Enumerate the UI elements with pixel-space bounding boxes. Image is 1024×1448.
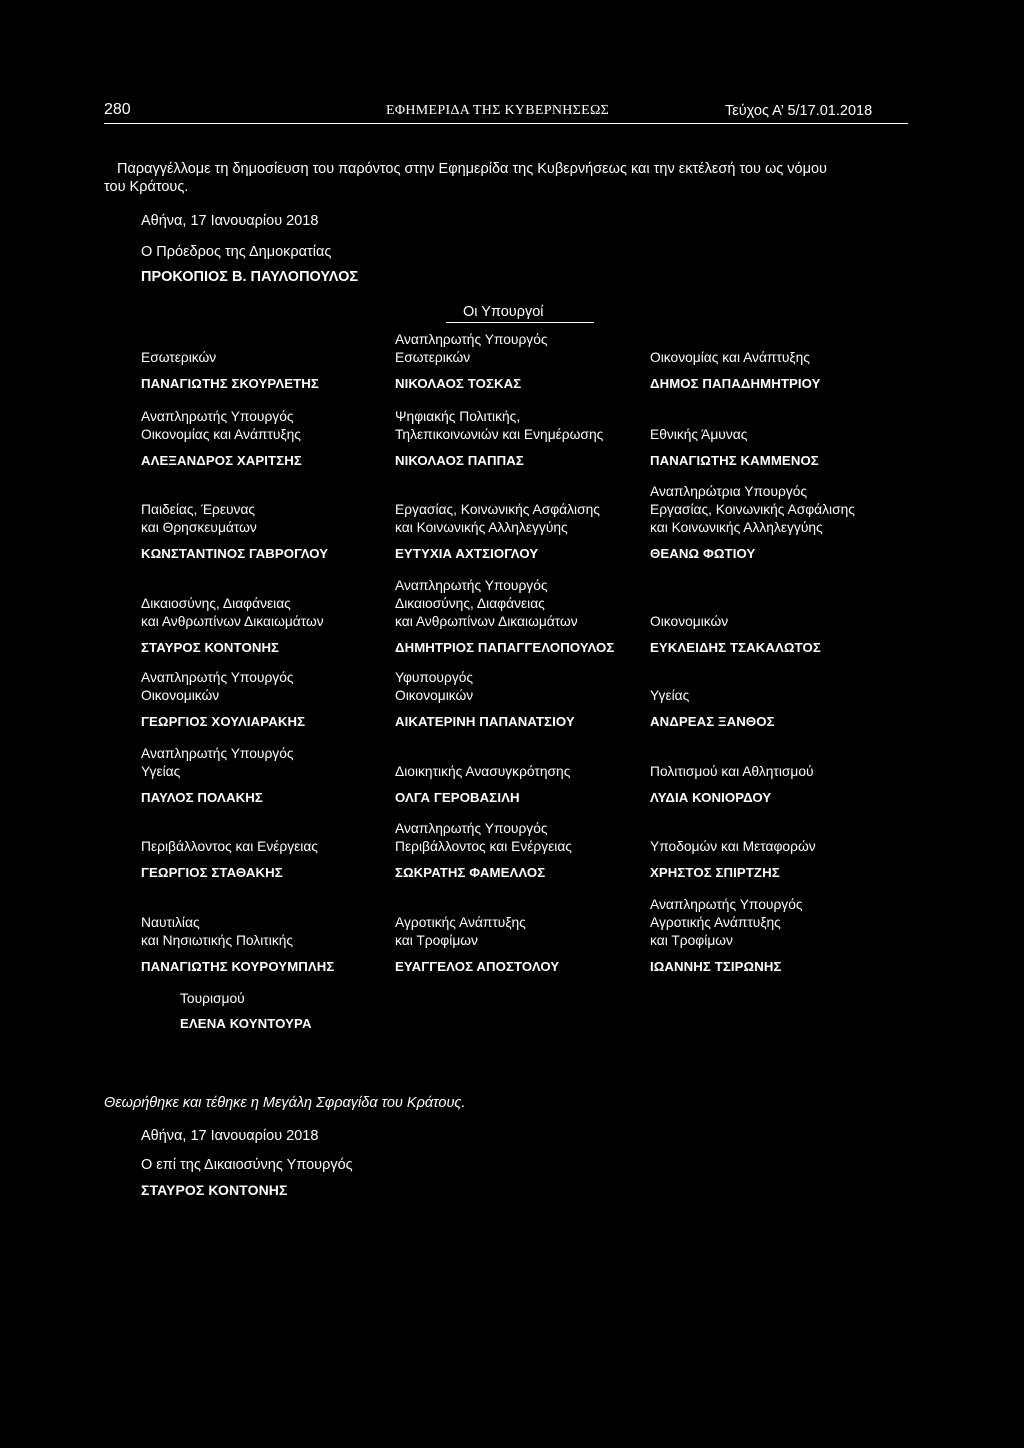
- signature-name: ΓΕΩΡΓΙΟΣ ΧΟΥΛΙΑΡΑΚΗΣ: [141, 714, 306, 729]
- signature-org-line: Οικονομίας και Ανάπτυξης: [141, 427, 301, 442]
- signature-org-line: Αγροτικής Ανάπτυξης: [395, 915, 526, 930]
- signature-name: ΓΕΩΡΓΙΟΣ ΣΤΑΘΑΚΗΣ: [141, 865, 283, 880]
- signature-org-line: Υποδομών και Μεταφορών: [650, 839, 816, 854]
- signature-org-line: και Κοινωνικής Αλληλεγγύης: [650, 520, 823, 535]
- signature-org: [395, 331, 548, 367]
- signature-org-line: Εσωτερικών: [395, 350, 471, 365]
- signature-org-line: [650, 595, 728, 613]
- signature-org-line: [141, 577, 324, 595]
- signature-org: [141, 896, 293, 950]
- signature-name: ΠΑΝΑΓΙΩΤΗΣ ΚΟΥΡΟΥΜΠΛΗΣ: [141, 959, 335, 974]
- ministers-heading: Οι Υπουργοί: [463, 304, 544, 320]
- signature-name: ΕΛΕΝΑ ΚΟΥΝΤΟΥΡΑ: [180, 1016, 312, 1031]
- signature-name: ΟΛΓΑ ΓΕΡΟΒΑΣΙΛΗ: [395, 790, 520, 805]
- signature-name: ΑΛΕΞΑΝΔΡΟΣ ΧΑΡΙΤΣΗΣ: [141, 453, 302, 468]
- signature-org: [395, 820, 572, 856]
- signature-org-line: [141, 820, 318, 838]
- signature-org-line: Υγείας: [141, 764, 181, 779]
- ministers-heading-underline: [446, 322, 594, 323]
- signature-org: [141, 820, 318, 856]
- signature-org-line: Τηλεπικοινωνιών και Ενημέρωσης: [395, 427, 604, 442]
- signature-org: [395, 483, 600, 537]
- signature-name: ΑΙΚΑΤΕΡΙΝΗ ΠΑΠΑΝΑΤΣΙΟΥ: [395, 714, 575, 729]
- signature-org: [650, 577, 728, 631]
- signature-org: [395, 669, 473, 705]
- signature-name: ΠΑΝΑΓΙΩΤΗΣ ΣΚΟΥΡΛΕΤΗΣ: [141, 376, 319, 391]
- signature-name: ΠΑΥΛΟΣ ΠΟΛΑΚΗΣ: [141, 790, 263, 805]
- signature-org: [141, 483, 257, 537]
- signature-org-line: Αναπληρωτής Υπουργός: [141, 409, 294, 424]
- signature-org-line: [650, 669, 689, 687]
- signature-org: [395, 745, 570, 781]
- issue-number: Τεύχος Α’ 5/17.01.2018: [725, 103, 873, 119]
- signature-org: [141, 669, 294, 705]
- signature-name: ΝΙΚΟΛΑΟΣ ΠΑΠΠΑΣ: [395, 453, 524, 468]
- signature-org-line: Οικονομικών: [395, 688, 474, 703]
- signature-org: [650, 669, 689, 705]
- signature-org: [650, 820, 816, 856]
- signature-name: ΛΥΔΙΑ ΚΟΝΙΟΡΔΟΥ: [650, 790, 772, 805]
- signature-org-line: και Ανθρωπίνων Δικαιωμάτων: [141, 614, 324, 629]
- signature-org-line: [650, 331, 810, 349]
- signature-name: ΝΙΚΟΛΑΟΣ ΤΟΣΚΑΣ: [395, 376, 522, 391]
- signature-org-line: και Θρησκευμάτων: [141, 520, 257, 535]
- signature-name: ΔΗΜΟΣ ΠΑΠΑΔΗΜΗΤΡΙΟΥ: [650, 376, 821, 391]
- signature-org-line: Εργασίας, Κοινωνικής Ασφάλισης: [395, 502, 600, 517]
- signature-org-line: [395, 896, 526, 914]
- signature-org-line: [141, 896, 293, 914]
- signature-org-line: Πολιτισμού και Αθλητισμού: [650, 764, 814, 779]
- signature-org-line: [141, 483, 257, 501]
- signature-org-line: Περιβάλλοντος και Ενέργειας: [141, 839, 318, 854]
- signature-org-line: Αναπληρωτής Υπουργός: [141, 670, 294, 685]
- signature-name: ΘΕΑΝΩ ΦΩΤΙΟΥ: [650, 546, 756, 561]
- signature-org-line: Δικαιοσύνης, Διαφάνειας: [141, 596, 291, 611]
- signature-org: [141, 745, 294, 781]
- president-place-date: Αθήνα, 17 Ιανουαρίου 2018: [141, 213, 319, 229]
- signature-name: ΣΤΑΥΡΟΣ ΚΟΝΤΟΝΗΣ: [141, 640, 280, 655]
- signature-org-line: Αγροτικής Ανάπτυξης: [650, 915, 781, 930]
- signature-org-line: και Νησιωτικής Πολιτικής: [141, 933, 294, 948]
- signature-org-line: Αναπληρωτής Υπουργός: [395, 578, 548, 593]
- signature-org: [395, 408, 603, 444]
- signature-org-line: Υφυπουργός: [395, 670, 474, 685]
- seal-place-date: Αθήνα, 17 Ιανουαρίου 2018: [141, 1128, 319, 1144]
- gazette-title: ΕΦΗΜΕΡΙΔΑ ΤΗΣ ΚΥΒΕΡΝΗΣΕΩΣ: [386, 103, 610, 118]
- signature-org-line: [141, 331, 216, 349]
- signature-org-line: και Τροφίμων: [650, 933, 733, 948]
- signature-org-line: Υγείας: [650, 688, 690, 703]
- signature-org-line: και Κοινωνικής Αλληλεγγύης: [395, 520, 568, 535]
- intro-line-1: Παραγγέλλομε τη δημοσίευση του παρόντος στην Εφημερίδα της Κυβερνήσεως και την εκτέλεσή του ως νόμου: [117, 161, 827, 177]
- signature-org: [650, 896, 803, 950]
- signature-org-line: [650, 408, 747, 426]
- signature-org: [395, 896, 526, 950]
- signature-org: [650, 745, 814, 781]
- signature-org-line: Εργασίας, Κοινωνικής Ασφάλισης: [650, 502, 855, 517]
- signature-org: [141, 408, 301, 444]
- signature-name: ΣΩΚΡΑΤΗΣ ΦΑΜΕΛΛΟΣ: [395, 865, 546, 880]
- signature-org-line: Οικονομικών: [141, 688, 220, 703]
- signature-org: [141, 577, 324, 631]
- signature-org-line: Αναπληρωτής Υπουργός: [141, 746, 294, 761]
- signature-name: ΧΡΗΣΤΟΣ ΣΠΙΡΤΖΗΣ: [650, 865, 780, 880]
- signature-org: [650, 483, 855, 537]
- president-name: ΠΡΟΚΟΠΙΟΣ Β. ΠΑΥΛΟΠΟΥΛΟΣ: [141, 269, 359, 285]
- signature-org-line: Οικονομικών: [650, 614, 729, 629]
- signature-org-line: Παιδείας, Έρευνας: [141, 502, 256, 517]
- signature-name: ΔΗΜΗΤΡΙΟΣ ΠΑΠΑΓΓΕΛΟΠΟΥΛΟΣ: [395, 640, 615, 655]
- signature-org: [141, 331, 216, 367]
- seal-statement: Θεωρήθηκε και τέθηκε η Μεγάλη Σφραγίδα του Κράτους.: [104, 1095, 466, 1111]
- signature-org-line: και Τροφίμων: [395, 933, 478, 948]
- signature-org-line: [650, 820, 816, 838]
- signature-name: ΠΑΝΑΓΙΩΤΗΣ ΚΑΜΜΕΝΟΣ: [650, 453, 819, 468]
- president-title: Ο Πρόεδρος της Δημοκρατίας: [141, 244, 332, 260]
- signature-org-line: Αναπληρωτής Υπουργός: [650, 897, 803, 912]
- signature-org-line: Διοικητικής Ανασυγκρότησης: [395, 764, 571, 779]
- signature-org: Τουρισμού: [180, 991, 245, 1006]
- signature-org-line: Εσωτερικών: [141, 350, 217, 365]
- page-number: 280: [104, 101, 131, 118]
- signature-name: ΙΩΑΝΝΗΣ ΤΣΙΡΩΝΗΣ: [650, 959, 782, 974]
- signature-name: ΑΝΔΡΕΑΣ ΞΑΝΘΟΣ: [650, 714, 775, 729]
- signature-name: ΕΥΤΥΧΙΑ ΑΧΤΣΙΟΓΛΟΥ: [395, 546, 539, 561]
- signature-org-line: Ναυτιλίας: [141, 915, 200, 930]
- signature-org-line: και Ανθρωπίνων Δικαιωμάτων: [395, 614, 578, 629]
- signature-org: [395, 577, 578, 631]
- signature-org-line: Ψηφιακής Πολιτικής,: [395, 409, 521, 424]
- signature-org-line: Αναπληρώτρια Υπουργός: [650, 484, 808, 499]
- signature-org-line: Αναπληρωτής Υπουργός: [395, 821, 548, 836]
- seal-title: Ο επί της Δικαιοσύνης Υπουργός: [141, 1157, 353, 1173]
- signature-org-line: Περιβάλλοντος και Ενέργειας: [395, 839, 572, 854]
- signature-org-line: Αναπληρωτής Υπουργός: [395, 332, 548, 347]
- signature-org-line: [395, 483, 600, 501]
- signature-name: ΕΥΑΓΓΕΛΟΣ ΑΠΟΣΤΟΛΟΥ: [395, 959, 560, 974]
- signature-org-line: [395, 745, 570, 763]
- signature-org: [650, 408, 747, 444]
- intro-line-2: του Κράτους.: [104, 179, 189, 195]
- signature-org-line: [650, 577, 728, 595]
- header-rule: [104, 123, 908, 124]
- signature-name: ΕΥΚΛΕΙΔΗΣ ΤΣΑΚΑΛΩΤΟΣ: [650, 640, 821, 655]
- signature-org-line: [650, 745, 814, 763]
- signature-org-line: Εθνικής Άμυνας: [650, 427, 748, 442]
- seal-name: ΣΤΑΥΡΟΣ ΚΟΝΤΟΝΗΣ: [141, 1182, 288, 1198]
- signature-org-line: Οικονομίας και Ανάπτυξης: [650, 350, 810, 365]
- signature-org: [650, 331, 810, 367]
- signature-org-line: Δικαιοσύνης, Διαφάνειας: [395, 596, 545, 611]
- signature-name: ΚΩΝΣΤΑΝΤΙΝΟΣ ΓΑΒΡΟΓΛΟΥ: [141, 546, 329, 561]
